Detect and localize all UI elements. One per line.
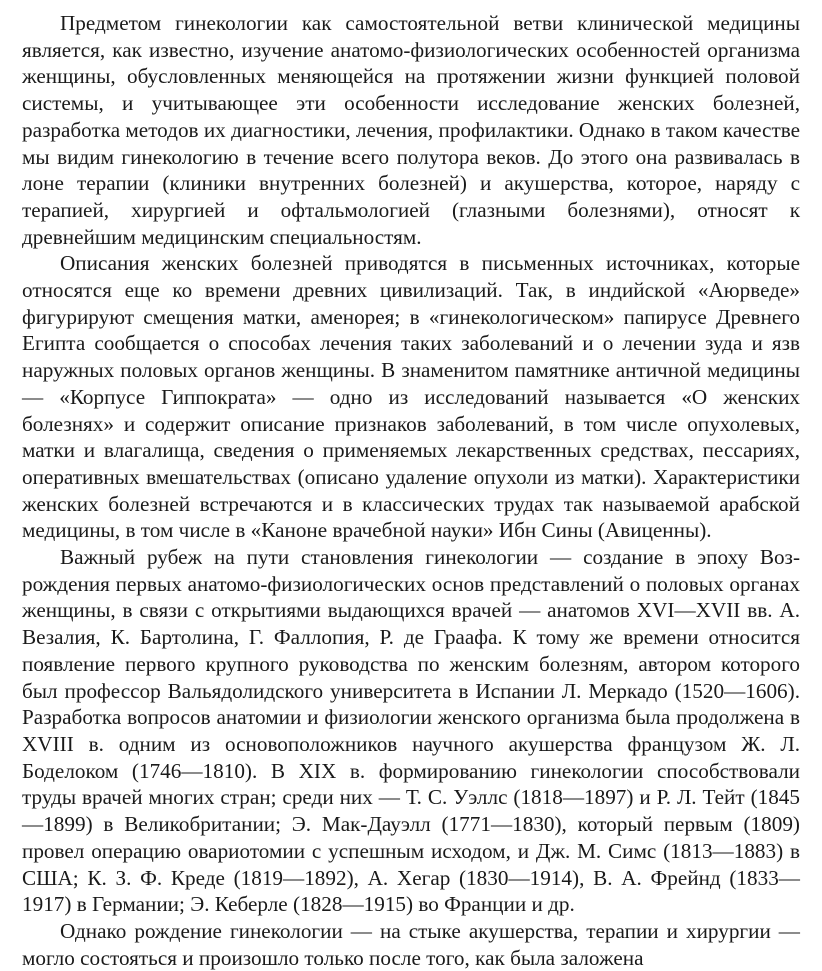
paragraph-gynecology-subject: Предметом гинекологии как самостоятельной ветви клинической медицины является, как известно, изучение анатомо-физиологических особенностей организма женщины, обусловленных меняющейся на протяжении жизни функцией половой системы, и учитывающее эти особенности исследование женских болезней, разработка методов их диагностики, лечения, профилактики. Однако в таком качестве мы видим гинекологию в течение всего полутора веков. До этого она развивалась в лоне терапии (клиники внутренних болезней) и акушерства, которое, наряду с терапией, хирургией и офтальмологией (глазными болезнями), относят к древнейшим медицинским специальностям. (22, 11, 800, 249)
paragraph-ancient-sources: Описания женских болезней приводятся в письменных источниках, которые относятся еще ко времени древних цивилизаций. Так, в индийской «Аюрведе» фигурируют смещения матки, аменорея; в «гинекологическом» папирусе Древнего Египта сообщается о способах лечения таких заболеваний и о лечении зуда и язв наружных половых органов женщины. В знаменитом памятнике античной медицины — «Корпусе Гиппократа» — одно из исследований называется «О женских болезнях» и содержит описание признаков заболеваний, в том числе опухолевых, матки и влагалища, сведения о применяемых лекарственных средствах, пессариях, оперативных вмешательствах (описано удаление опухоли из матки). Характеристики женских болезней встречаются и в классических трудах так называемой арабской медицины, в том числе в «Каноне врачебной науки» Ибн Сины (Авиценны). (22, 251, 800, 543)
paragraph-birth-of-gynecology: Однако рождение гинекологии — на стыке акушерства, терапии и хирургии — могло состояться и произошло только после того, как была заложена (22, 918, 800, 970)
paragraph-renaissance-milestone: Важный рубеж на пути становления гинекологии — создание в эпоху Возрождения первых анатомо-физиологических основ представлений о половых органах женщины, в связи с открытиями выдающихся врачей — анатомов XVI—XVII вв. А. Везалия, К. Бартолина, Г. Фаллопия, Р. де Граафа. К тому же времени относится появление первого крупного руководства по женским болезням, автором которого был профессор Вальядолидского университета в Испании Л. Меркадо (1520—1606). Разработка вопросов анатомии и физиологии женского организма была продолжена в XVIII в. одним из основоположников научного акушерства французом Ж. Л. Боделоком (1746—1810). В XIX в. формированию гинекологии способствовали труды врачей многих стран; среди них — Т. С. Уэллс (1818—1897) и Р. Л. Тейт (1845—1899) в Великобритании; Э. Мак-Дауэлл (1771—1830), который первым (1809) провел операцию овариотомии с успешным исходом, и Дж. М. Симс (1813—1883) в США; К. З. Ф. Креде (1819—1892), А. Хегар (1830—1914), В. А. Фрейнд (1833—1917) в Германии; Э. Кеберле (1828—1915) во Франции и др. (22, 545, 800, 917)
document-page (22, 10, 800, 971)
